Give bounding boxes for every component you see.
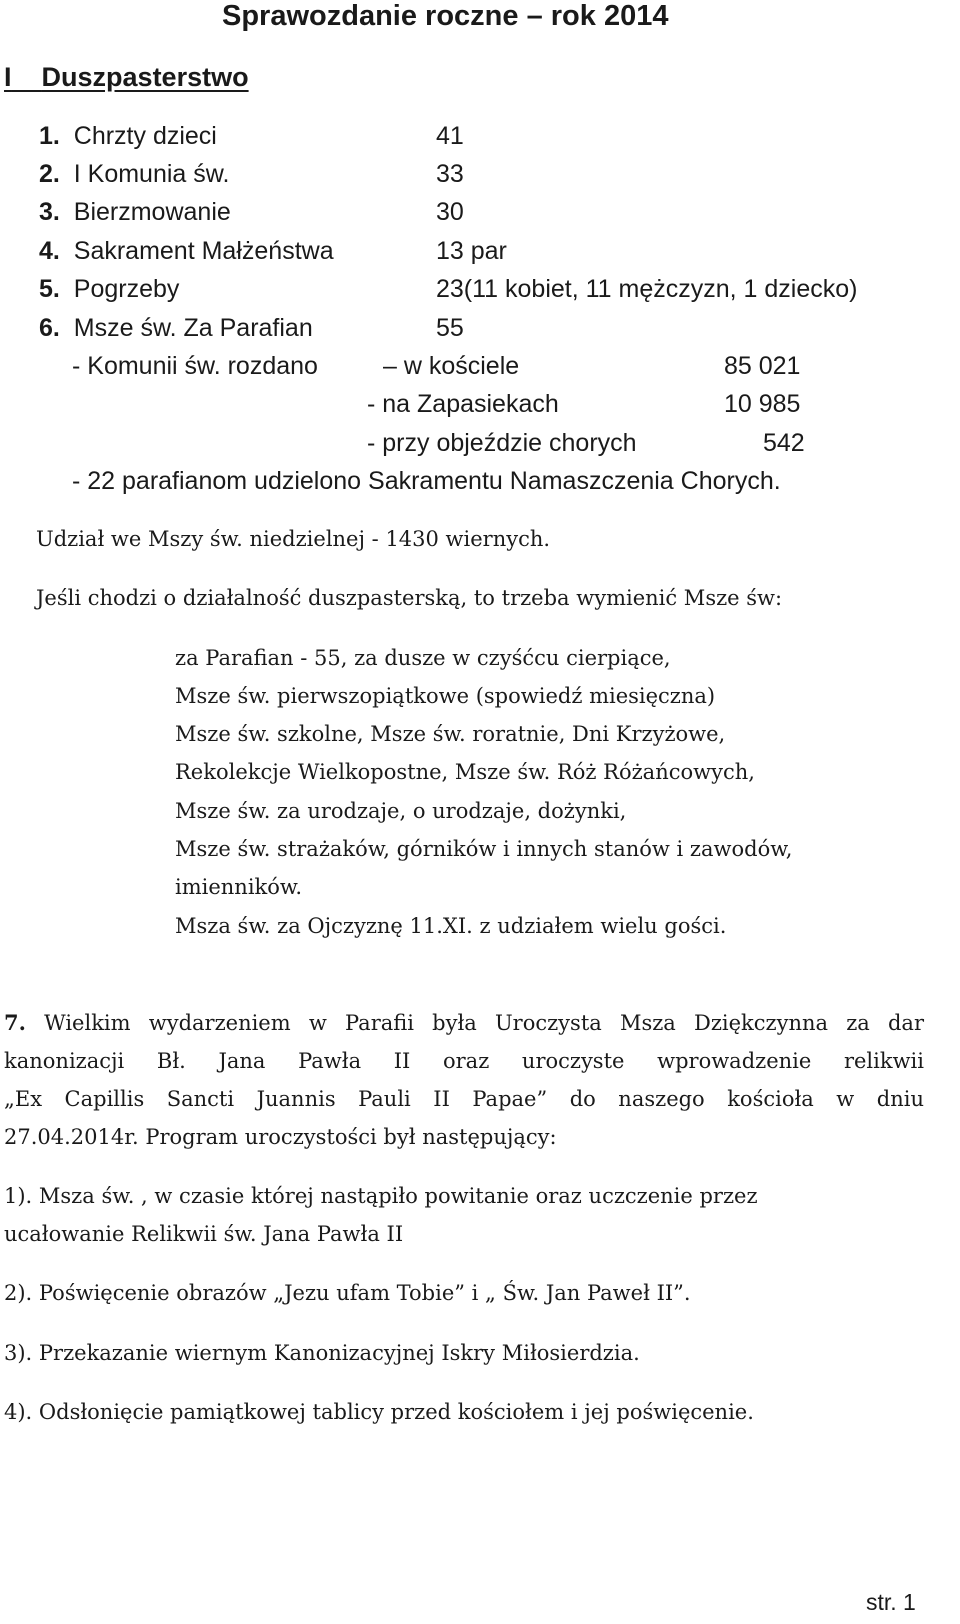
program-item: 2). Poświęcenie obrazów „Jezu ufam Tobie” i „ Św. Jan Paweł II”. bbox=[4, 1281, 691, 1305]
communion-label: - przy objeździe chorych bbox=[367, 429, 637, 457]
communion-prefix: - Komunii św. rozdano bbox=[72, 352, 318, 380]
stat-row: 6. Msze św. Za Parafian bbox=[39, 314, 313, 342]
page-title: Sprawozdanie roczne – rok 2014 bbox=[222, 0, 669, 32]
page-number: str. 1 bbox=[866, 1589, 916, 1615]
attendance-line: Udział we Mszy św. niedzielnej - 1430 wiernych. bbox=[36, 527, 551, 551]
stat-value: 55 bbox=[436, 314, 464, 342]
program-item: 1). Msza św. , w czasie której nastąpiło powitanie oraz uczczenie przez bbox=[4, 1184, 758, 1208]
communion-value: 85 021 bbox=[724, 352, 801, 380]
mass-item: Msze św. szkolne, Msze św. roratnie, Dni Krzyżowe, bbox=[175, 722, 726, 746]
program-item: 4). Odsłonięcie pamiątkowej tablicy przed kościołem i jej poświęcenie. bbox=[4, 1400, 754, 1424]
program-item-continuation: ucałowanie Relikwii św. Jana Pawła II bbox=[4, 1222, 404, 1246]
mass-item: Rekolekcje Wielkopostne, Msze św. Róż Różańcowych, bbox=[175, 760, 755, 784]
event-line: 27.04.2014r. Program uroczystości był następujący: bbox=[4, 1125, 557, 1149]
stat-value: 13 par bbox=[436, 237, 507, 265]
communion-label: - na Zapasiekach bbox=[367, 390, 559, 418]
stat-value: 41 bbox=[436, 122, 464, 150]
mass-item: Msze św. pierwszopiątkowe (spowiedź miesięczna) bbox=[175, 684, 716, 708]
stat-row: 2. I Komunia św. bbox=[39, 160, 230, 188]
section-numeral: I bbox=[4, 62, 12, 92]
mass-item: Msza św. za Ojczyznę 11.XI. z udziałem wielu gości. bbox=[175, 914, 727, 938]
stat-row: 5. Pogrzeby bbox=[39, 275, 180, 303]
event-number: 7. bbox=[4, 1010, 26, 1035]
mass-item: imienników. bbox=[175, 875, 303, 899]
anointing-line: - 22 parafianom udzielono Sakramentu Namaszczenia Chorych. bbox=[72, 467, 781, 495]
pastoral-intro: Jeśli chodzi o działalność duszpasterską, to trzeba wymienić Msze św: bbox=[36, 586, 783, 610]
event-line: kanonizacji Bł. Jana Pawła II oraz uroczyste wprowadzenie relikwii bbox=[4, 1049, 924, 1073]
communion-value: 10 985 bbox=[724, 390, 801, 418]
stat-value: 23(11 kobiet, 11 mężczyzn, 1 dziecko) bbox=[436, 275, 858, 303]
section-heading bbox=[4, 62, 249, 93]
stat-value: 30 bbox=[436, 198, 464, 226]
communion-value: 542 bbox=[763, 429, 805, 457]
section-label: Duszpasterstwo bbox=[41, 62, 249, 92]
communion-label: – w kościele bbox=[383, 352, 520, 380]
stat-value: 33 bbox=[436, 160, 464, 188]
event-line: 7. Wielkim wydarzeniem w Parafii była Uroczysta Msza Dziękczynna za dar bbox=[4, 1010, 924, 1035]
mass-item: za Parafian - 55, za dusze w czyśćcu cierpiące, bbox=[175, 646, 671, 670]
mass-item: Msze św. strażaków, górników i innych stanów i zawodów, bbox=[175, 837, 793, 861]
stat-row: 4. Sakrament Małżeństwa bbox=[39, 237, 334, 265]
mass-item: Msze św. za urodzaje, o urodzaje, dożynki, bbox=[175, 799, 627, 823]
stat-row: 3. Bierzmowanie bbox=[39, 198, 231, 226]
stat-row: 1. Chrzty dzieci bbox=[39, 122, 217, 150]
program-item: 3). Przekazanie wiernym Kanonizacyjnej Iskry Miłosierdzia. bbox=[4, 1341, 640, 1365]
event-line: „Ex Capillis Sancti Juannis Pauli II Papae” do naszego kościoła w dniu bbox=[4, 1087, 924, 1111]
